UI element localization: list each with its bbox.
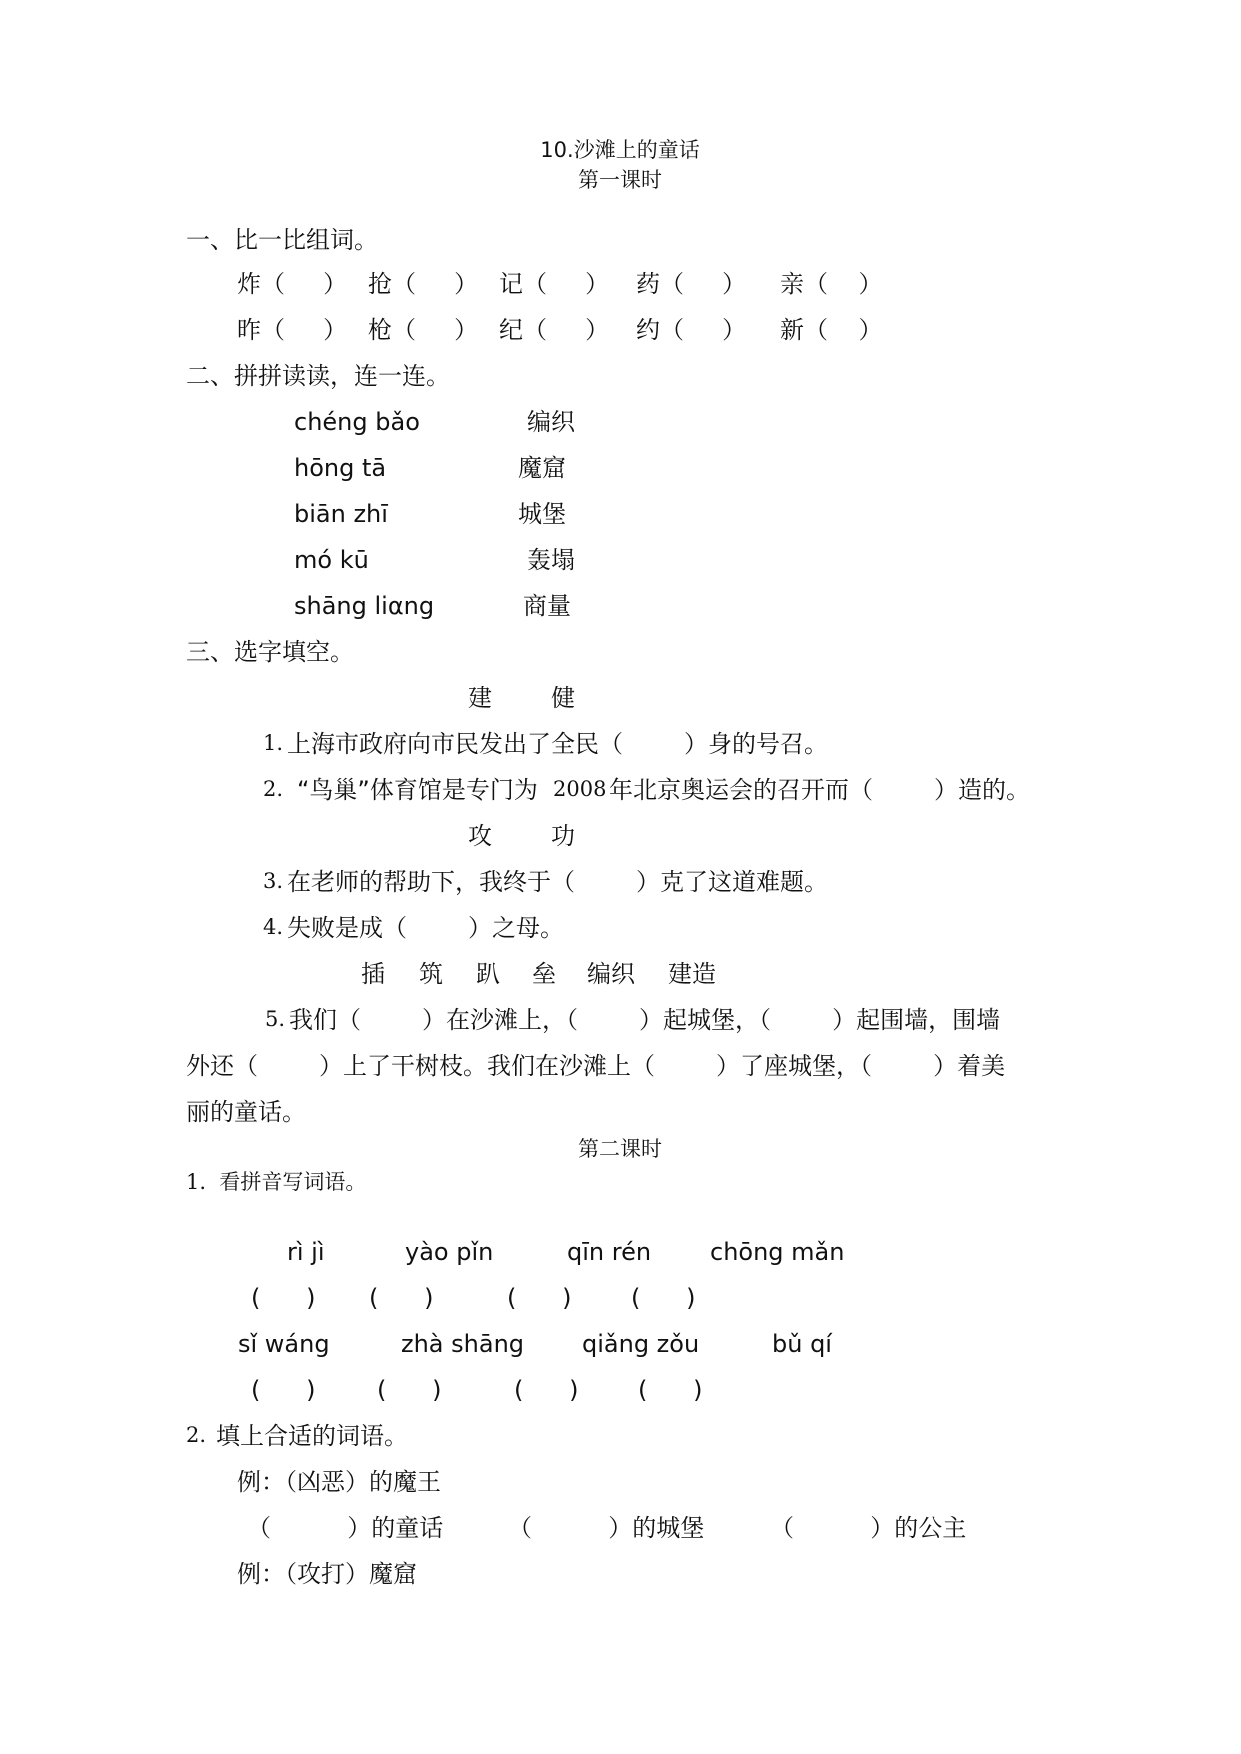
part2-heading: 二、拼拼读读，连一连。 [186,362,450,390]
word-cell: 枪（ ） [368,316,479,344]
answer-blank[interactable]: ( ) [369,1284,434,1312]
lesson2-q2-heading: 填上合适的词语。 [216,1422,408,1450]
answer-blank[interactable]: ( ) [631,1284,696,1312]
pinyin-item: hōng tā [294,454,387,482]
answer-blank[interactable]: ( ) [638,1376,703,1404]
question-2-rest: 年北京奥运会的召开而（ ）造的。 [609,776,1031,804]
choice-word: 筑 [419,960,443,988]
answer-blank[interactable]: ( ) [507,1284,572,1312]
choice-word: 垒 [532,960,556,988]
choice-word: 插 [361,960,385,988]
choice-char: 功 [551,822,575,850]
question-1: 上海市政府向市民发出了全民（ ）身的号召。 [287,730,829,758]
pinyin-item: rì jì [287,1238,325,1266]
word-item: 城堡 [518,500,566,528]
word-item: 魔窟 [518,454,566,482]
word-cell: 记（ ） [499,270,610,298]
choice-word: 趴 [476,960,500,988]
word-cell: 新（ ） [780,316,883,344]
answer-blank[interactable]: ( ) [514,1376,579,1404]
word-cell: 昨（ ） [237,316,348,344]
part3-heading: 三、选字填空。 [186,638,354,666]
pinyin-item: mó kū [294,546,369,574]
fill-item: （ ）的城堡 [508,1514,705,1542]
pinyin-item: bǔ qí [772,1330,832,1358]
pinyin-item: yào pǐn [405,1238,494,1266]
question-number: 3. [263,869,284,893]
example-2: 例：（攻打）魔窟 [237,1560,417,1588]
choice-word: 编织 [587,960,635,988]
fill-item: （ ）的公主 [770,1514,967,1542]
answer-blank[interactable]: ( ) [377,1376,442,1404]
pinyin-item: qīn rén [567,1238,652,1266]
question-number: 5. [265,1007,286,1031]
choice-char: 建 [468,684,492,712]
word-item: 编织 [527,408,575,436]
pinyin-item: shāng liαng [294,592,435,620]
lesson-two-title: 第二课时 [578,1137,662,1161]
word-cell: 药（ ） [636,270,747,298]
pinyin-item: sǐ wáng [238,1330,330,1358]
choice-char: 攻 [468,822,492,850]
question-2-year: 2008 [553,777,607,801]
word-cell: 约（ ） [636,316,747,344]
question-5-line1: 我们（ ）在沙滩上，（ ）起城堡，（ ）起围墙，围墙 [289,1006,1001,1034]
pinyin-item: chōng mǎn [710,1238,845,1266]
question-5-line2: 外还（ ）上了干树枝。我们在沙滩上（ ）了座城堡，（ ）着美 [186,1052,1006,1080]
word-cell: 抢（ ） [368,270,479,298]
word-item: 轰塌 [527,546,575,574]
example-1: 例：（凶恶）的魔王 [237,1468,441,1496]
answer-blank[interactable]: ( ) [251,1284,316,1312]
question-number: 4. [263,915,284,939]
part1-heading: 一、比一比组词。 [186,226,378,254]
fill-item: （ ）的童话 [247,1514,444,1542]
choice-char: 健 [551,684,575,712]
question-3: 在老师的帮助下，我终于（ ）克了这道难题。 [287,868,829,896]
question-2: “鸟巢”体育馆是专门为 [297,776,538,804]
pinyin-item: biān zhī [294,500,388,528]
pinyin-item: zhà shāng [401,1330,525,1358]
answer-blank[interactable]: ( ) [251,1376,316,1404]
question-4: 失败是成（ ）之母。 [287,914,565,942]
word-item: 商量 [523,592,571,620]
word-cell: 炸（ ） [237,270,348,298]
question-5-line3: 丽的童话。 [186,1098,306,1126]
question-number: 1. [263,731,284,755]
lesson-one-title: 第一课时 [578,168,662,192]
pinyin-item: qiǎng zǒu [582,1330,700,1358]
word-cell: 纪（ ） [499,316,610,344]
question-number: 2. [263,777,284,801]
lesson2-q1-heading: 1. 看拼音写词语。 [186,1170,367,1194]
question-number: 2. [186,1423,207,1447]
choice-word: 建造 [668,960,716,988]
word-cell: 亲（ ） [780,270,883,298]
page-title: 10.沙滩上的童话 [540,138,700,162]
pinyin-item: chéng bǎo [294,408,420,436]
